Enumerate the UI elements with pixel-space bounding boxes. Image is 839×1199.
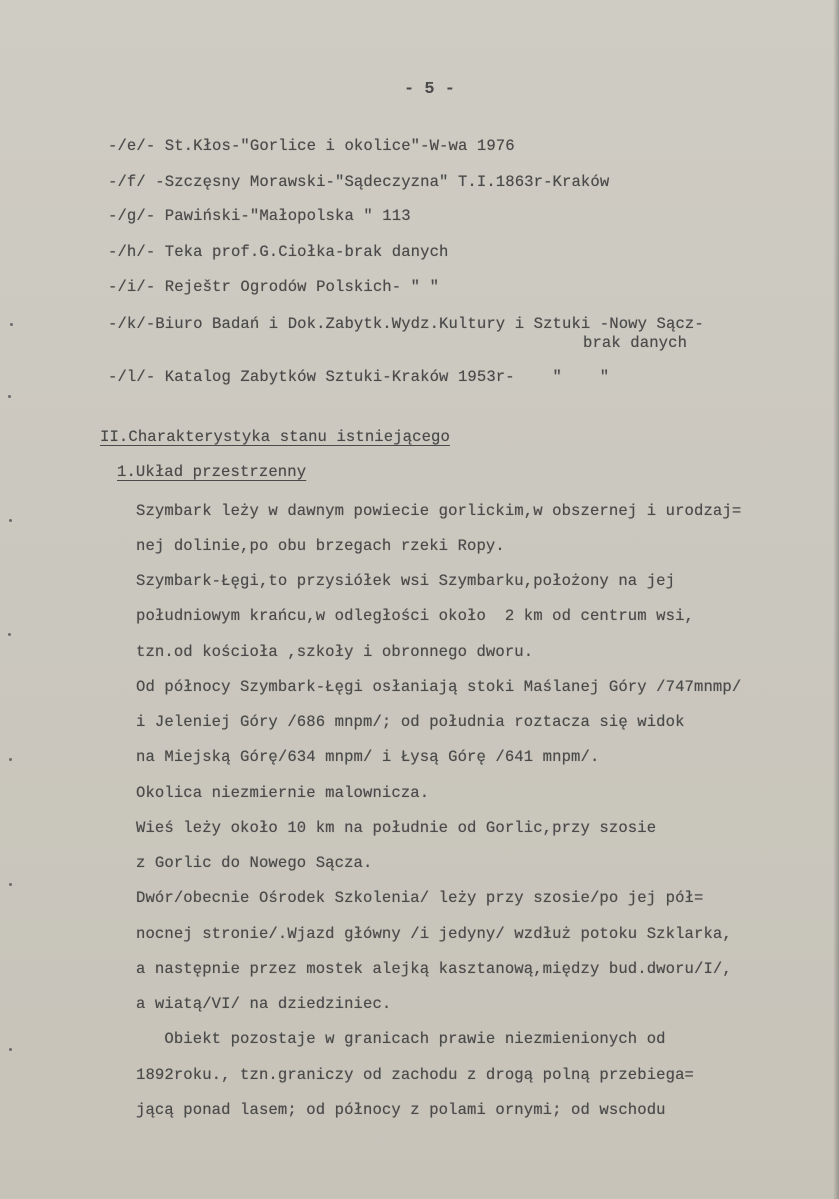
body-line: Szymbark-Łęgi,to przysiółek wsi Szymbarku,położony na jej bbox=[136, 572, 676, 590]
section-heading: II.Charakterystyka stanu istniejącego bbox=[100, 428, 450, 446]
reference-k: -/k/-Biuro Badań i Dok.Zabytk.Wydz.Kultury i Sztuki -Nowy Sącz- bbox=[108, 315, 704, 333]
reference-l: -/l/- Katalog Zabytków Sztuki-Kraków 1953r- " " bbox=[108, 368, 610, 386]
reference-h: -/h/- Teka prof.G.Ciołka-brak danych bbox=[108, 243, 449, 261]
body-line: 1892roku., tzn.graniczy od zachodu z drogą polną przebiega= bbox=[136, 1066, 695, 1084]
scan-speck bbox=[10, 323, 13, 326]
reference-e: -/e/- St.Kłos-"Gorlice i okolice"-W-wa 1976 bbox=[108, 137, 515, 155]
scan-speck bbox=[9, 519, 12, 522]
body-line: a wiatą/VI/ na dziedziniec. bbox=[136, 995, 392, 1013]
scan-speck bbox=[9, 883, 12, 886]
body-line: i Jeleniej Góry /686 mnpm/; od południa roztacza się widok bbox=[136, 713, 685, 731]
body-line: Szymbark leży w dawnym powiecie gorlickim,w obszernej i urodzaj= bbox=[136, 502, 742, 520]
body-line: nej dolinie,po obu brzegach rzeki Ropy. bbox=[136, 537, 505, 555]
body-line: jącą ponad lasem; od północy z polami ornymi; od wschodu bbox=[136, 1101, 666, 1119]
body-line: Dwór/obecnie Ośrodek Szkolenia/ leży przy szosie/po jej pół= bbox=[136, 889, 704, 907]
scan-speck bbox=[8, 633, 11, 636]
body-line: Wieś leży około 10 km na południe od Gorlic,przy szosie bbox=[136, 819, 657, 837]
body-line: z Gorlic do Nowego Sącza. bbox=[136, 854, 373, 872]
body-line: Okolica niezmiernie malownicza. bbox=[136, 784, 430, 802]
body-line: południowym krańcu,w odległości około 2 km od centrum wsi, bbox=[136, 607, 695, 625]
body-line: nocnej stronie/.Wjazd główny /i jedyny/ wzdłuż potoku Szklarka, bbox=[136, 925, 732, 943]
scan-speck bbox=[9, 1048, 12, 1051]
body-line: tzn.od kościoła ,szkoły i obronnego dworu. bbox=[136, 643, 534, 661]
page-edge-shadow bbox=[833, 0, 839, 1199]
reference-i: -/i/- Reještr Ogrodów Polskich- " " bbox=[108, 278, 440, 296]
reference-k-continuation: brak danych bbox=[583, 334, 688, 352]
scan-speck bbox=[8, 395, 11, 398]
body-line: a następnie przez mostek alejką kasztanową,między bud.dworu/I/, bbox=[136, 960, 732, 978]
page-number: - 5 - bbox=[404, 80, 456, 99]
body-line: Od północy Szymbark-Łęgi osłaniają stoki Maślanej Góry /747mnmp/ bbox=[136, 678, 742, 696]
body-line: Obiekt pozostaje w granicach prawie niezmienionych od bbox=[136, 1030, 666, 1048]
subsection-heading: 1.Układ przestrzenny bbox=[117, 463, 307, 481]
scan-speck bbox=[9, 758, 12, 761]
reference-g: -/g/- Pawiński-"Małopolska " 113 bbox=[108, 207, 411, 225]
body-line: na Miejską Górę/634 mnpm/ i Łysą Górę /641 mnpm/. bbox=[136, 748, 600, 766]
reference-f: -/f/ -Szczęsny Morawski-"Sądeczyzna" T.I.1863r-Kraków bbox=[108, 173, 610, 191]
